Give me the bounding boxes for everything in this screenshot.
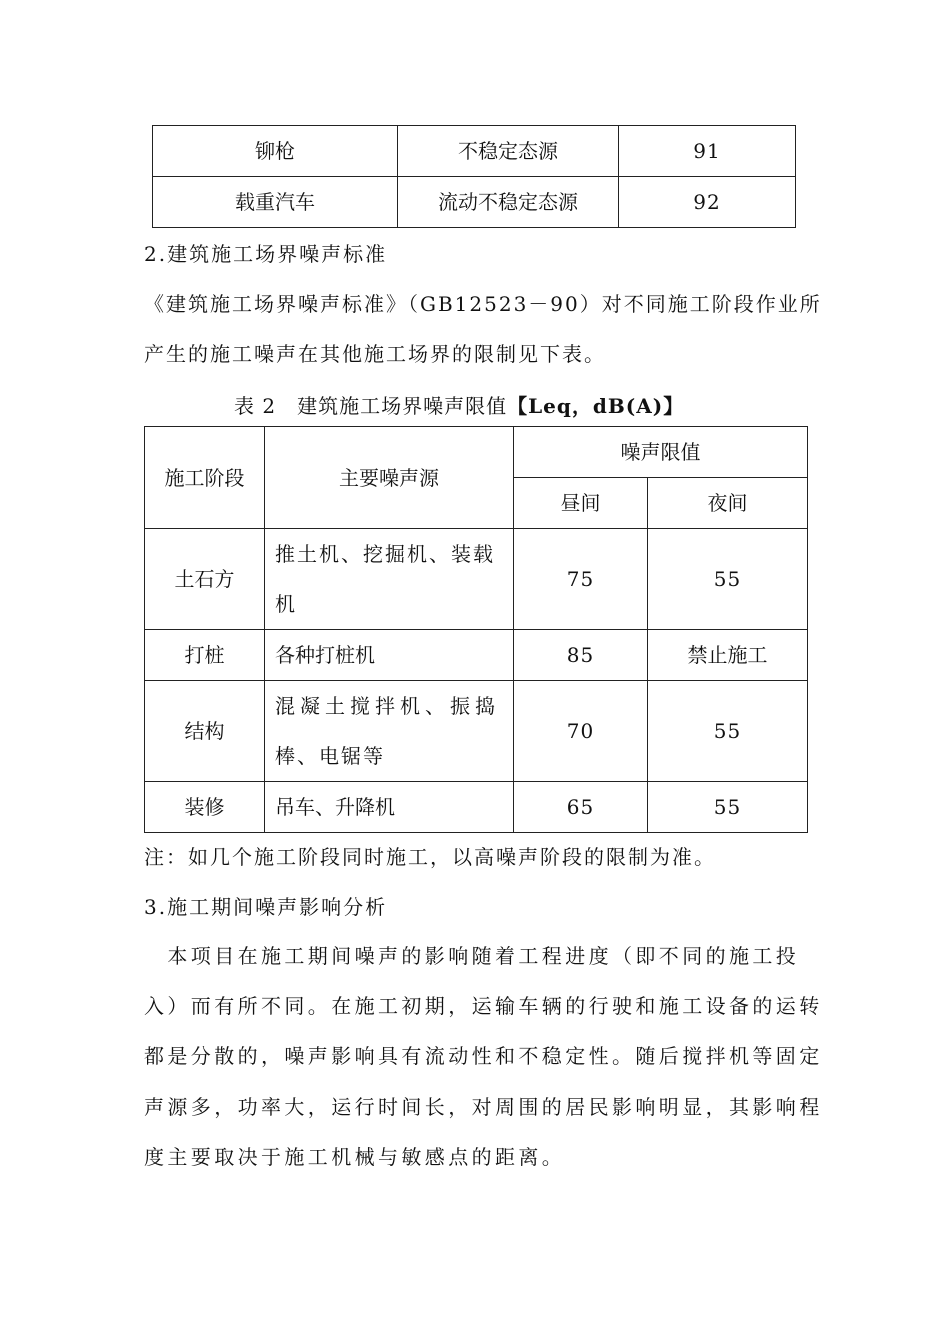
stage-cell: 打桩 (145, 630, 265, 681)
table-cell: 流动不稳定态源 (398, 177, 619, 228)
table-row (145, 681, 808, 782)
table-row (145, 529, 808, 630)
day-cell: 85 (514, 630, 648, 681)
section-heading: 3.施工期间噪声影响分析 (144, 895, 388, 919)
day-cell: 65 (514, 782, 648, 833)
header-day: 昼间 (514, 478, 648, 529)
source-cell (265, 529, 514, 630)
source-line: 混凝土搅拌机、振捣 (275, 694, 500, 718)
table-note: 注：如几个施工阶段同时施工，以高噪声阶段的限制为准。 (144, 845, 716, 869)
header-stage: 施工阶段 (145, 427, 265, 529)
source-line: 棒、电锯等 (275, 744, 385, 768)
paragraph-line: 都是分散的，噪声影响具有流动性和不稳定性。随后搅拌机等固定 (144, 1044, 823, 1068)
header-limit: 噪声限值 (514, 427, 808, 478)
section-heading: 2.建筑施工场界噪声标准 (144, 242, 388, 266)
table-row (145, 630, 808, 681)
table-row (153, 126, 796, 177)
paragraph-line: 声源多，功率大，运行时间长，对周围的居民影响明显，其影响程 (144, 1095, 823, 1119)
day-cell: 75 (514, 529, 648, 630)
night-cell: 禁止施工 (648, 630, 808, 681)
noise-source-table (152, 125, 796, 228)
source-line: 推土机、挖掘机、装载 (275, 542, 495, 566)
noise-limit-table (144, 426, 808, 833)
paragraph-line: 入）而有所不同。在施工初期，运输车辆的行驶和施工设备的运转 (144, 994, 823, 1018)
stage-cell: 结构 (145, 681, 265, 782)
table-cell: 载重汽车 (153, 177, 398, 228)
stage-cell: 装修 (145, 782, 265, 833)
source-line: 机 (275, 592, 297, 616)
caption-unit: 【Leq，dB(A)】 (507, 394, 685, 418)
paragraph-line: 产生的施工噪声在其他施工场界的限制见下表。 (144, 342, 606, 366)
table-caption (234, 390, 684, 419)
header-night: 夜间 (648, 478, 808, 529)
table-cell: 铆枪 (153, 126, 398, 177)
night-cell: 55 (648, 782, 808, 833)
header-source: 主要噪声源 (265, 427, 514, 529)
night-cell: 55 (648, 681, 808, 782)
caption-text: 表 2 建筑施工场界噪声限值 (234, 394, 508, 418)
source-cell: 吊车、升降机 (265, 782, 514, 833)
table-cell: 91 (619, 126, 796, 177)
table-cell: 92 (619, 177, 796, 228)
paragraph-line: 《建筑施工场界噪声标准》（GB12523－90）对不同施工阶段作业所 (144, 292, 822, 316)
table-row (153, 177, 796, 228)
table-cell: 不稳定态源 (398, 126, 619, 177)
source-cell (265, 681, 514, 782)
night-cell: 55 (648, 529, 808, 630)
source-cell: 各种打桩机 (265, 630, 514, 681)
stage-cell: 土石方 (145, 529, 265, 630)
paragraph-line: 本项目在施工期间噪声的影响随着工程进度（即不同的施工投 (144, 944, 800, 968)
table-header-row (145, 427, 808, 478)
paragraph-line: 度主要取决于施工机械与敏感点的距离。 (144, 1145, 566, 1169)
day-cell: 70 (514, 681, 648, 782)
table-row (145, 782, 808, 833)
